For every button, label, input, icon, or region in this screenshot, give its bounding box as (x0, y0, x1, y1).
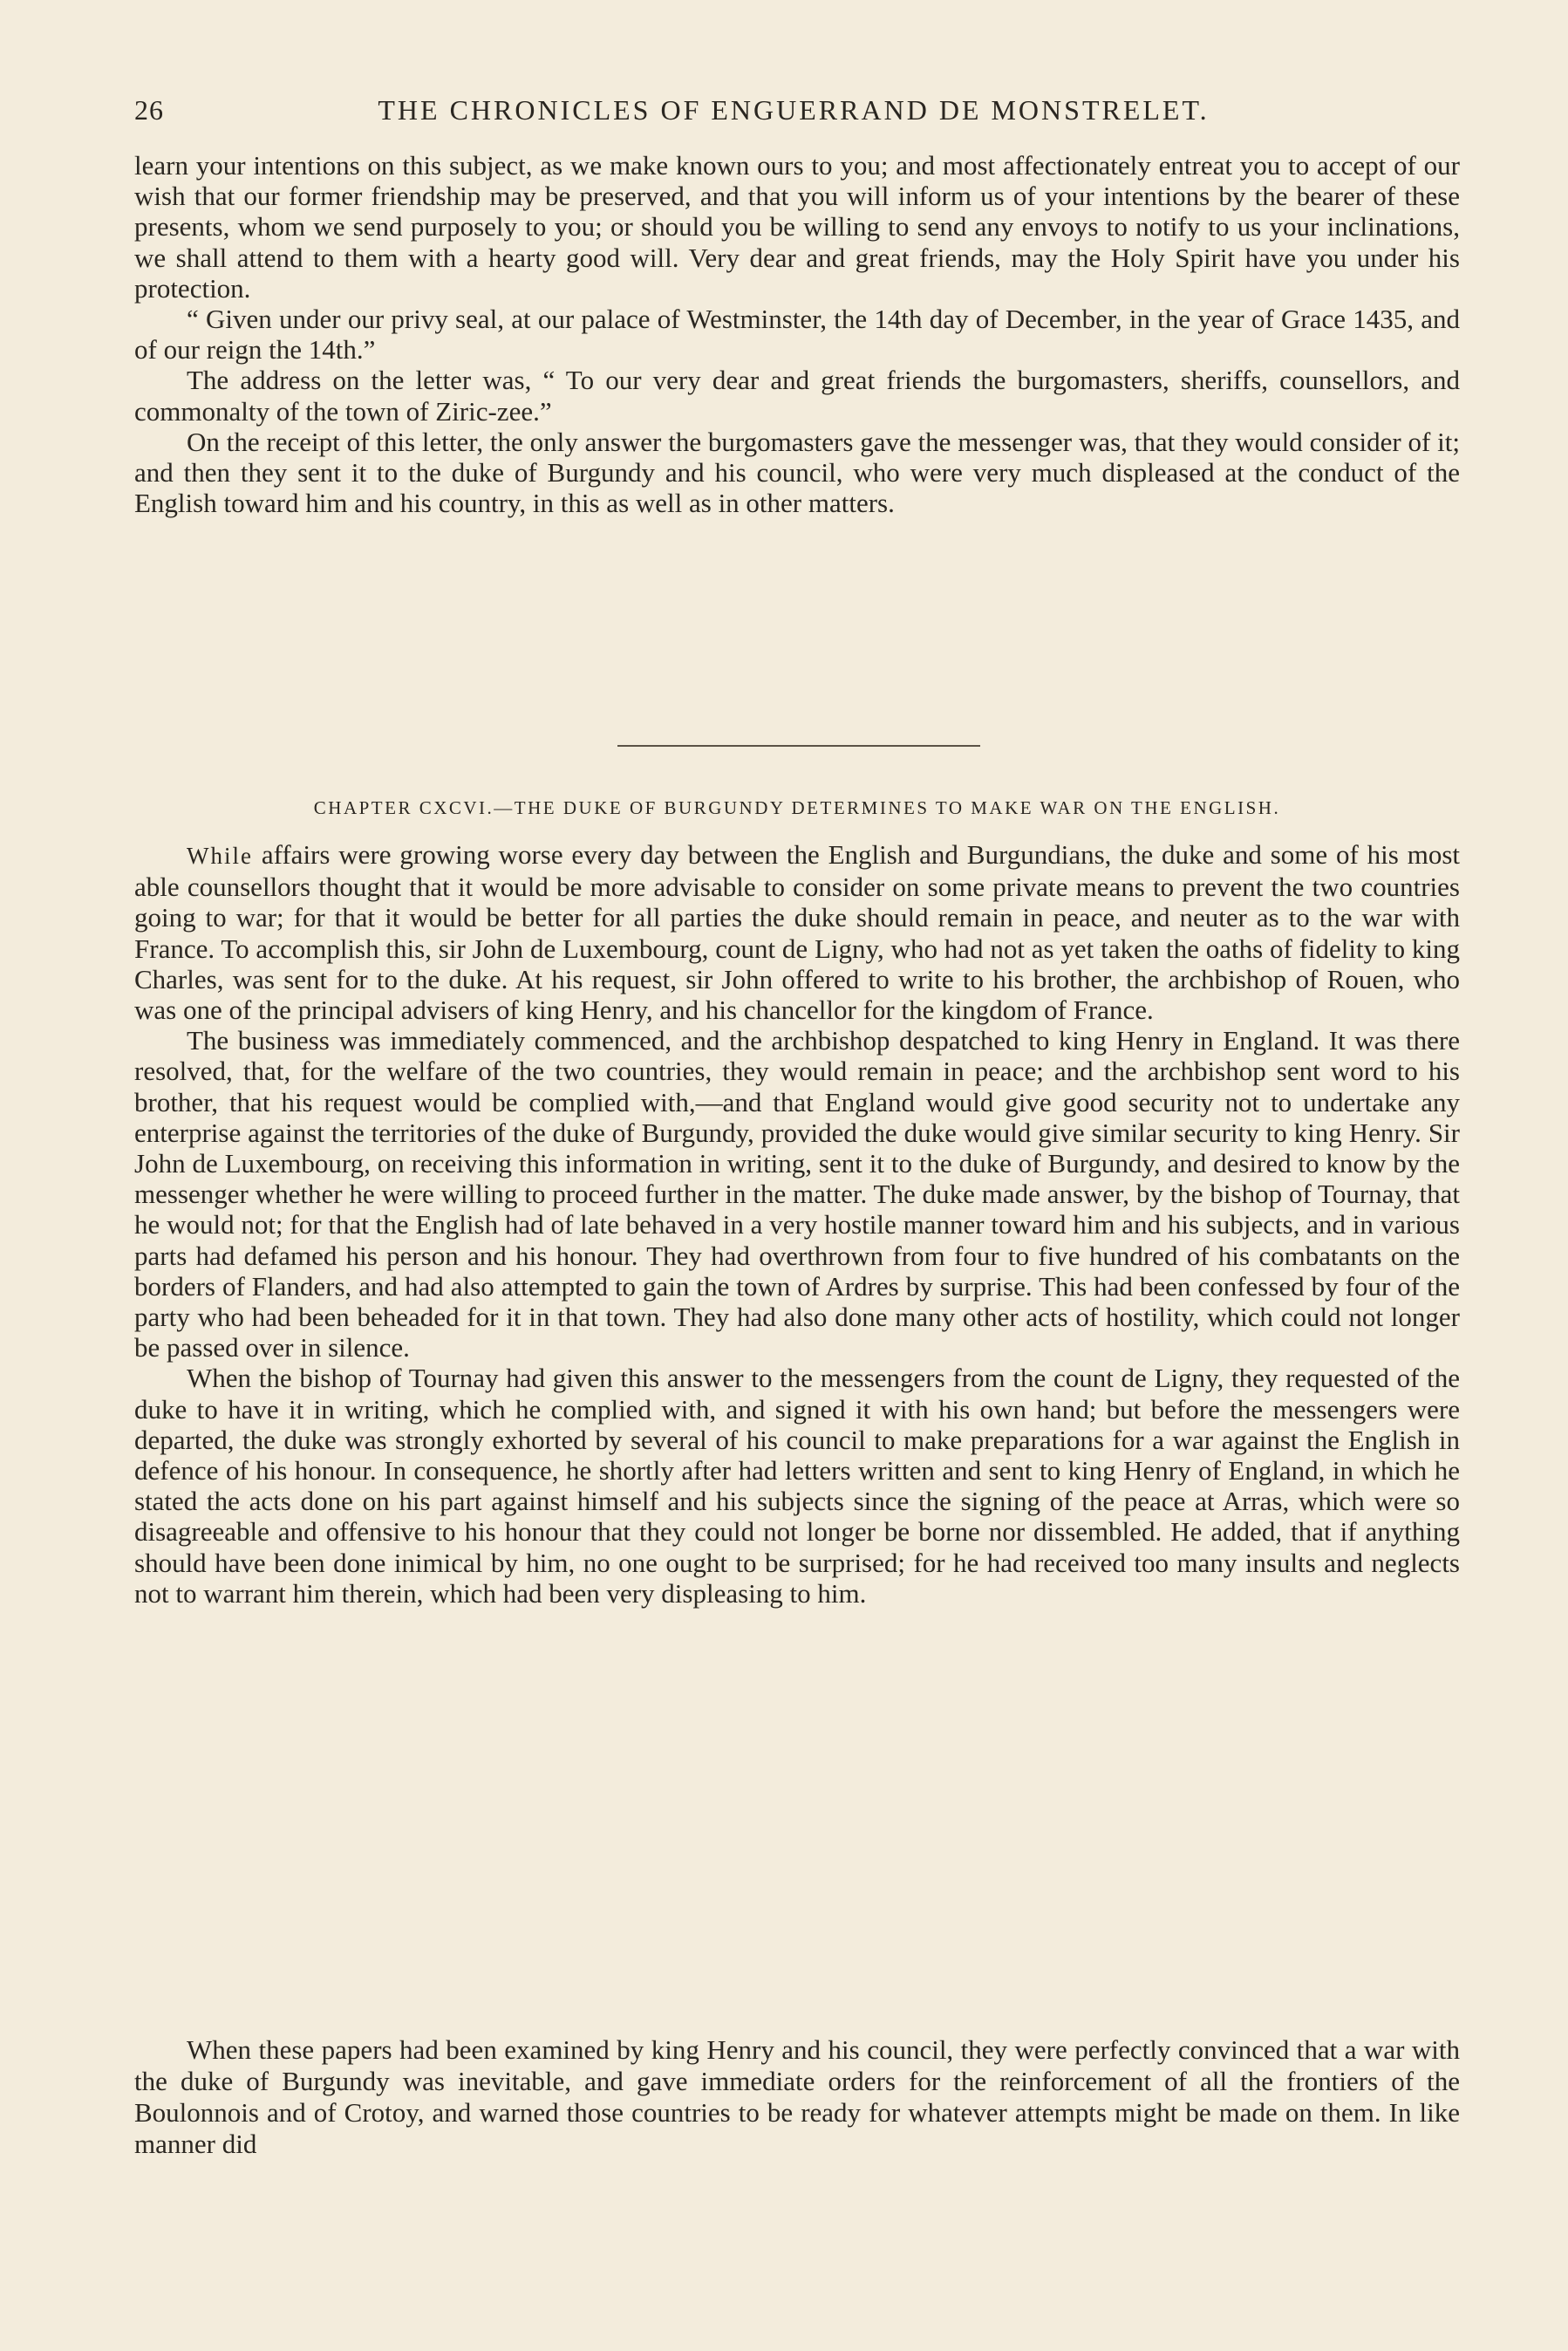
chapter-paragraph-1-text: affairs were growing worse every day between the English and Burgundians, the duke and some of his most able counsellors thought that it would be more advisable to consider on some private means to prevent the two countries going to war; for that it would be better for all parties the duke should remain in peace, and neuter as to the war with France. To accomplish this, sir John de Luxembourg, count de Ligny, who had not as yet taken the oaths of fidelity to king Charles, was sent for to the duke. At his request, sir John offered to write to his brother, the archbishop of Rouen, who was one of the principal advisers of king Henry, and his chancellor for the kingdom of France. (134, 839, 1460, 1026)
chapter-body-continued (134, 2034, 1460, 2160)
letter-paragraph-2: “ Given under our privy seal, at our palace of Westminster, the 14th day of December, in the year of Grace 1435, and of our reign the 14th.” (134, 304, 1460, 366)
running-head (122, 94, 1465, 129)
chapter-paragraph-1 (134, 839, 1460, 1025)
section-divider (617, 745, 980, 747)
chapter-heading: CHAPTER CXCVI.—THE DUKE OF BURGUNDY DETERMINES TO MAKE WAR ON THE ENGLISH. (313, 797, 1281, 818)
letter-paragraph-1: learn your intentions on this subject, as we make known ours to you; and most affectionately entreat you to accept of our wish that our former friendship may be preserved, and that you will inform us of your intentions by the bearer of these presents, whom we send purposely to you; or should you be willing to send any envoys to notify to us your inclinations, we shall attend to them with a hearty good will. Very dear and great friends, may the Holy Spirit have you under his protection. (134, 150, 1460, 304)
letter-paragraph-4: On the receipt of this letter, the only answer the burgomasters gave the messenger was, that they would consider of it; and then they sent it to the duke of Burgundy and his council, who were very much displeased at the conduct of the English toward him and his country, in this as well as in other matters. (134, 426, 1460, 519)
letter-section (134, 150, 1460, 518)
running-title: THE CHRONICLES OF ENGUERRAND DE MONSTRELET. (378, 94, 1210, 126)
letter-paragraph-3: The address on the letter was, “ To our very dear and great friends the burgomasters, sheriffs, counsellors, and commonalty of the town of Ziric-zee.” (134, 365, 1460, 427)
chapter-body (134, 839, 1460, 1609)
page-number: 26 (134, 94, 164, 126)
chapter-paragraph-2: The business was immediately commenced, and the archbishop despatched to king Henry in England. It was there resolved, that, for the welfare of the two countries, they would remain in peace; and the archbishop sent word to his brother, that his request would be complied with,—and that England would give good security not to undertake any enterprise against the territories of the duke of Burgundy, provided the duke would give similar security to king Henry. Sir John de Luxembourg, on receiving this information in writing, sent it to the duke of Burgundy, and desired to know by the messenger whether he were willing to proceed further in the matter. The duke made answer, by the bishop of Tournay, that he would not; for that the English had of late behaved in a very hostile manner toward him and his subjects, and in various parts had defamed his person and his honour. They had overthrown from four to five hundred of his combatants on the borders of Flanders, and had also attempted to gain the town of Ardres by surprise. This had been confessed by four of the party who had been beheaded for it in that town. They had also done many other acts of hostility, which could not longer be passed over in silence. (134, 1025, 1460, 1363)
lead-word: While (187, 843, 253, 869)
chapter-paragraph-4: When these papers had been examined by king Henry and his council, they were perfectly convinced that a war with the duke of Burgundy was inevitable, and gave immediate orders for the reinforcement of all the frontiers of the Boulonnois and of Crotoy, and warned those countries to be ready for whatever attempts might be made on them. In like manner did (134, 2034, 1460, 2159)
chapter-paragraph-3: When the bishop of Tournay had given this answer to the messengers from the count de Ligny, they requested of the duke to have it in writing, which he complied with, and signed it with his own hand; but before the messengers were departed, the duke was strongly exhorted by several of his council to make preparations for a war against the English in defence of his honour. In consequence, he shortly after had letters written and sent to king Henry of England, in which he stated the acts done on his part against himself and his subjects since the signing of the peace at Arras, which were so disagreeable and offensive to his honour that they could not longer be borne nor dissembled. He added, that if anything should have been done inimical by him, no one ought to be surprised; for he had received too many insults and neglects not to warrant him therein, which had been very displeasing to him. (134, 1363, 1460, 1609)
book-page (122, 0, 1465, 2351)
